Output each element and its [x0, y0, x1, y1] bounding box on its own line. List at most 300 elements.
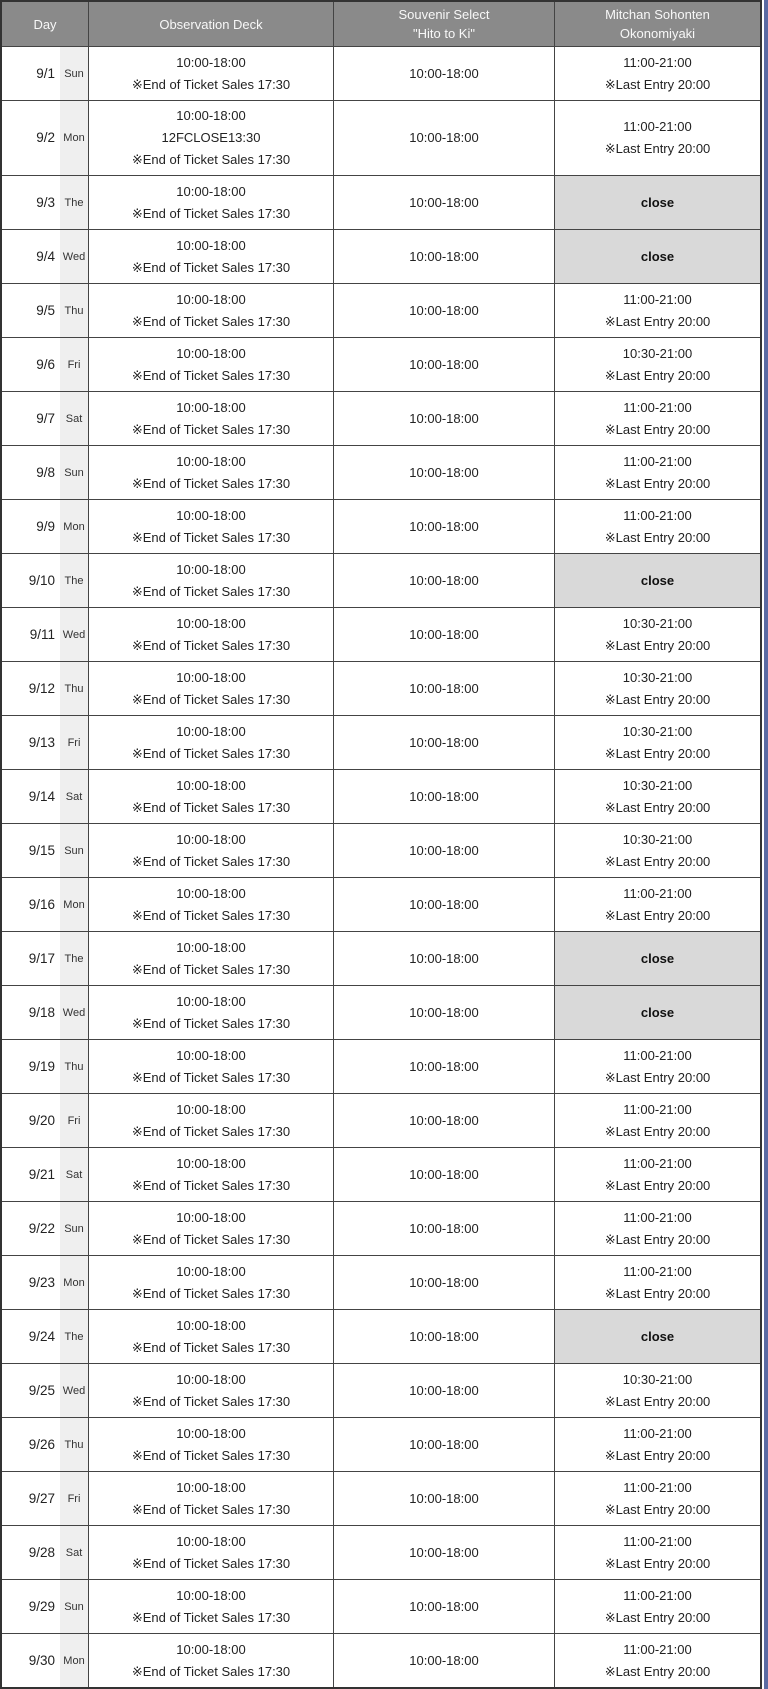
souvenir-header-line2: "Hito to Ki": [413, 26, 475, 41]
day-cell: [2, 770, 88, 823]
close-label: close: [640, 248, 675, 264]
souvenir-hours: 10:00-18:00: [409, 1382, 479, 1398]
okonomiyaki-cell: [554, 1202, 760, 1255]
souvenir-hours: 10:00-18:00: [409, 1436, 479, 1452]
table-row: [2, 1039, 760, 1093]
souvenir-hours: 10:00-18:00: [409, 842, 479, 858]
souvenir-hours: 10:00-18:00: [409, 1220, 479, 1236]
okonomiyaki-note: ※Last Entry 20:00: [604, 1285, 711, 1301]
souvenir-cell: [333, 1472, 554, 1525]
okonomiyaki-cell: [554, 770, 760, 823]
okonomiyaki-cell: [554, 176, 760, 229]
okonomiyaki-note: ※Last Entry 20:00: [604, 637, 711, 653]
observation-deck-cell: [88, 1202, 333, 1255]
date-label: 9/3: [36, 194, 55, 210]
observation-deck-line: ※End of Ticket Sales 17:30: [131, 583, 291, 599]
observation-deck-line: 10:00-18:00: [176, 993, 246, 1009]
souvenir-cell: [333, 1040, 554, 1093]
souvenir-cell: [333, 986, 554, 1039]
observation-deck-cell: [88, 878, 333, 931]
souvenir-cell: [333, 47, 554, 100]
observation-deck-line: 10:00-18:00: [176, 54, 246, 70]
okonomiyaki-hours: 11:00-21:00: [623, 1641, 692, 1657]
souvenir-hours: 10:00-18:00: [409, 896, 479, 912]
date-label: 9/13: [28, 734, 55, 750]
observation-deck-cell: [88, 1094, 333, 1147]
observation-deck-line: ※End of Ticket Sales 17:30: [131, 691, 291, 707]
souvenir-hours: 10:00-18:00: [409, 130, 479, 145]
observation-deck-line: 10:00-18:00: [176, 108, 246, 123]
okonomiyaki-note: ※Last Entry 20:00: [604, 367, 711, 383]
okonomiyaki-cell: [554, 554, 760, 607]
souvenir-hours: 10:00-18:00: [409, 464, 479, 480]
okonomiyaki-note: ※Last Entry 20:00: [604, 1231, 711, 1247]
observation-deck-line: 10:00-18:00: [176, 831, 246, 847]
okonomiyaki-cell: [554, 1040, 760, 1093]
observation-deck-line: 10:00-18:00: [176, 1317, 246, 1333]
okonomiyaki-note: ※Last Entry 20:00: [604, 141, 711, 156]
weekday-label: Thu: [60, 1418, 88, 1471]
column-header-observation-deck: Observation Deck: [88, 2, 333, 46]
observation-deck-line: ※End of Ticket Sales 17:30: [131, 367, 291, 383]
observation-deck-cell: [88, 770, 333, 823]
observation-deck-line: ※End of Ticket Sales 17:30: [131, 205, 291, 221]
okonomiyaki-hours: 10:30-21:00: [622, 669, 693, 685]
okonomiyaki-cell: [554, 1580, 760, 1633]
table-row: [2, 499, 760, 553]
okonomiyaki-cell: [554, 1148, 760, 1201]
day-cell: [2, 932, 88, 985]
okonomiyaki-cell: [554, 1364, 760, 1417]
okonomiyaki-cell: [554, 101, 760, 175]
weekday-label: Fri: [60, 1472, 88, 1525]
observation-deck-line: ※End of Ticket Sales 17:30: [131, 421, 291, 437]
okonomiyaki-cell: [554, 662, 760, 715]
observation-deck-line: ※End of Ticket Sales 17:30: [131, 475, 291, 491]
day-cell: [2, 1526, 88, 1579]
table-row: [2, 1093, 760, 1147]
okonomiyaki-hours: 11:00-21:00: [623, 119, 692, 134]
date-label: 9/16: [28, 896, 55, 912]
okonomiyaki-cell: [554, 1256, 760, 1309]
observation-deck-cell: [88, 716, 333, 769]
weekday-label: Fri: [60, 716, 88, 769]
observation-deck-cell: [88, 392, 333, 445]
souvenir-hours: 10:00-18:00: [409, 302, 479, 318]
weekday-label: Sun: [60, 47, 88, 100]
date-label: 9/18: [28, 1004, 55, 1020]
observation-deck-cell: [88, 1418, 333, 1471]
souvenir-hours: 10:00-18:00: [409, 65, 479, 81]
table-body: [2, 46, 760, 1687]
okonomiyaki-cell: [554, 1634, 760, 1687]
souvenir-cell: [333, 338, 554, 391]
souvenir-cell: [333, 1256, 554, 1309]
day-cell: [2, 1364, 88, 1417]
observation-deck-line: 10:00-18:00: [176, 399, 246, 415]
souvenir-cell: [333, 101, 554, 175]
okonomiyaki-cell: [554, 1472, 760, 1525]
souvenir-header-line1: Souvenir Select: [398, 7, 490, 22]
observation-deck-cell: [88, 662, 333, 715]
date-label: 9/24: [28, 1328, 55, 1344]
observation-deck-line: ※End of Ticket Sales 17:30: [131, 745, 291, 761]
souvenir-cell: [333, 446, 554, 499]
okonomiyaki-cell: [554, 284, 760, 337]
souvenir-cell: [333, 176, 554, 229]
okonomiyaki-cell: [554, 1310, 760, 1363]
observation-deck-cell: [88, 554, 333, 607]
okonomiyaki-note: ※Last Entry 20:00: [604, 475, 711, 491]
date-label: 9/12: [28, 680, 55, 696]
observation-deck-line: 10:00-18:00: [176, 1479, 246, 1495]
table-row: [2, 715, 760, 769]
okonomiyaki-cell: [554, 608, 760, 661]
okonomiyaki-cell: [554, 230, 760, 283]
observation-deck-line: 10:00-18:00: [176, 669, 246, 685]
table-row: [2, 769, 760, 823]
observation-deck-line: 10:00-18:00: [176, 561, 246, 577]
okonomiyaki-hours: 10:30-21:00: [622, 615, 693, 631]
close-label: close: [640, 950, 675, 966]
day-cell: [2, 1418, 88, 1471]
okonomiyaki-note: ※Last Entry 20:00: [604, 313, 711, 329]
okonomiyaki-cell: [554, 1526, 760, 1579]
observation-deck-line: 10:00-18:00: [176, 1587, 246, 1603]
okonomiyaki-note: ※Last Entry 20:00: [604, 1177, 711, 1193]
souvenir-hours: 10:00-18:00: [409, 410, 479, 426]
table-row: [2, 1579, 760, 1633]
table-row: [2, 985, 760, 1039]
souvenir-hours: 10:00-18:00: [409, 1112, 479, 1128]
day-cell: [2, 1094, 88, 1147]
souvenir-cell: [333, 1364, 554, 1417]
observation-deck-line: ※End of Ticket Sales 17:30: [131, 1393, 291, 1409]
souvenir-cell: [333, 554, 554, 607]
okonomiyaki-hours: 11:00-21:00: [623, 1479, 692, 1495]
date-label: 9/22: [28, 1220, 55, 1236]
table-row: [2, 1255, 760, 1309]
date-label: 9/17: [28, 950, 55, 966]
souvenir-hours: 10:00-18:00: [409, 950, 479, 966]
souvenir-hours: 10:00-18:00: [409, 1166, 479, 1182]
table-row: [2, 607, 760, 661]
okonomiyaki-note: ※Last Entry 20:00: [604, 1069, 711, 1085]
souvenir-cell: [333, 284, 554, 337]
observation-deck-cell: [88, 1526, 333, 1579]
observation-deck-line: 10:00-18:00: [176, 1263, 246, 1279]
date-label: 9/2: [36, 130, 55, 145]
close-label: close: [640, 194, 675, 210]
weekday-label: Thu: [60, 662, 88, 715]
observation-deck-cell: [88, 446, 333, 499]
observation-deck-line: 12FCLOSE13:30: [161, 130, 261, 145]
table-row: [2, 1633, 760, 1687]
souvenir-hours: 10:00-18:00: [409, 1544, 479, 1560]
table-row: [2, 1309, 760, 1363]
souvenir-hours: 10:00-18:00: [409, 1652, 479, 1668]
okonomiyaki-cell: [554, 986, 760, 1039]
okonomiyaki-note: ※Last Entry 20:00: [604, 1393, 711, 1409]
okonomiyaki-hours: 11:00-21:00: [623, 1425, 692, 1441]
observation-deck-line: ※End of Ticket Sales 17:30: [131, 1447, 291, 1463]
observation-deck-cell: [88, 1634, 333, 1687]
souvenir-cell: [333, 608, 554, 661]
souvenir-cell: [333, 392, 554, 445]
okonomiyaki-note: ※Last Entry 20:00: [604, 1447, 711, 1463]
table-row: [2, 1147, 760, 1201]
okonomiyaki-cell: [554, 1094, 760, 1147]
observation-deck-line: 10:00-18:00: [176, 885, 246, 901]
column-header-day: Day: [33, 16, 57, 32]
weekday-label: Wed: [60, 1364, 88, 1417]
day-cell: [2, 1472, 88, 1525]
weekday-label: Mon: [60, 1256, 88, 1309]
okonomiyaki-note: ※Last Entry 20:00: [604, 799, 711, 815]
souvenir-hours: 10:00-18:00: [409, 1004, 479, 1020]
observation-deck-cell: [88, 284, 333, 337]
observation-deck-cell: [88, 176, 333, 229]
day-cell: [2, 1202, 88, 1255]
observation-deck-line: 10:00-18:00: [176, 291, 246, 307]
souvenir-hours: 10:00-18:00: [409, 1598, 479, 1614]
table-row: [2, 931, 760, 985]
date-label: 9/20: [28, 1112, 55, 1128]
date-label: 9/7: [36, 410, 55, 426]
souvenir-cell: [333, 1526, 554, 1579]
observation-deck-line: ※End of Ticket Sales 17:30: [131, 1663, 291, 1679]
observation-deck-cell: [88, 1040, 333, 1093]
date-label: 9/15: [28, 842, 55, 858]
souvenir-hours: 10:00-18:00: [409, 680, 479, 696]
table-row: [2, 283, 760, 337]
observation-deck-cell: [88, 338, 333, 391]
table-row: [2, 553, 760, 607]
observation-deck-cell: [88, 1580, 333, 1633]
table-row: [2, 877, 760, 931]
weekday-label: Wed: [60, 230, 88, 283]
weekday-label: Sun: [60, 824, 88, 877]
day-cell: [2, 878, 88, 931]
okonomiyaki-cell: [554, 446, 760, 499]
okonomiyaki-hours: 11:00-21:00: [623, 54, 692, 70]
weekday-label: Sat: [60, 392, 88, 445]
okonomiyaki-cell: [554, 1418, 760, 1471]
observation-deck-line: 10:00-18:00: [176, 507, 246, 523]
day-cell: [2, 1310, 88, 1363]
okonomiyaki-note: ※Last Entry 20:00: [604, 1609, 711, 1625]
observation-deck-line: ※End of Ticket Sales 17:30: [131, 76, 291, 92]
observation-deck-line: 10:00-18:00: [176, 1209, 246, 1225]
observation-deck-cell: [88, 1364, 333, 1417]
weekday-label: Wed: [60, 986, 88, 1039]
date-label: 9/23: [28, 1274, 55, 1290]
observation-deck-line: ※End of Ticket Sales 17:30: [131, 1285, 291, 1301]
okonomiyaki-note: ※Last Entry 20:00: [604, 853, 711, 869]
weekday-label: Mon: [60, 1634, 88, 1687]
souvenir-hours: 10:00-18:00: [409, 734, 479, 750]
observation-deck-cell: [88, 1148, 333, 1201]
day-cell: [2, 716, 88, 769]
observation-deck-line: ※End of Ticket Sales 17:30: [131, 1015, 291, 1031]
souvenir-hours: 10:00-18:00: [409, 788, 479, 804]
okonomiyaki-hours: 11:00-21:00: [623, 1587, 692, 1603]
okonomiyaki-cell: [554, 500, 760, 553]
day-cell: [2, 662, 88, 715]
observation-deck-cell: [88, 230, 333, 283]
okonomiyaki-cell: [554, 47, 760, 100]
page-right-edge: [764, 0, 768, 1689]
souvenir-cell: [333, 716, 554, 769]
okonomiyaki-note: ※Last Entry 20:00: [604, 1501, 711, 1517]
table-row: [2, 1471, 760, 1525]
observation-deck-line: 10:00-18:00: [176, 1155, 246, 1171]
souvenir-hours: 10:00-18:00: [409, 1274, 479, 1290]
souvenir-hours: 10:00-18:00: [409, 248, 479, 264]
okonomiyaki-hours: 11:00-21:00: [623, 453, 692, 469]
observation-deck-cell: [88, 1256, 333, 1309]
okonomiyaki-hours: 11:00-21:00: [623, 1101, 692, 1117]
observation-deck-cell: [88, 824, 333, 877]
okonomiyaki-hours: 10:30-21:00: [622, 777, 693, 793]
weekday-label: Sun: [60, 446, 88, 499]
table-header-row: [2, 2, 760, 46]
weekday-label: Sat: [60, 770, 88, 823]
okonomiyaki-note: ※Last Entry 20:00: [604, 1663, 711, 1679]
observation-deck-line: ※End of Ticket Sales 17:30: [131, 1069, 291, 1085]
day-cell: [2, 230, 88, 283]
day-cell: [2, 1148, 88, 1201]
weekday-label: Mon: [60, 101, 88, 175]
table-row: [2, 1525, 760, 1579]
day-cell: [2, 1580, 88, 1633]
table-row: [2, 391, 760, 445]
okonomiyaki-cell: [554, 878, 760, 931]
table-row: [2, 445, 760, 499]
observation-deck-line: 10:00-18:00: [176, 1425, 246, 1441]
observation-deck-line: 10:00-18:00: [176, 237, 246, 253]
observation-deck-line: 10:00-18:00: [176, 1047, 246, 1063]
souvenir-cell: [333, 932, 554, 985]
table-row: [2, 46, 760, 100]
okonomiyaki-header-line2: Okonomiyaki: [619, 26, 696, 41]
observation-deck-line: ※End of Ticket Sales 17:30: [131, 799, 291, 815]
close-label: close: [640, 572, 675, 588]
day-cell: [2, 338, 88, 391]
observation-deck-line: 10:00-18:00: [176, 939, 246, 955]
observation-deck-line: ※End of Ticket Sales 17:30: [131, 1501, 291, 1517]
okonomiyaki-hours: 11:00-21:00: [623, 399, 692, 415]
souvenir-cell: [333, 1634, 554, 1687]
souvenir-cell: [333, 500, 554, 553]
observation-deck-line: ※End of Ticket Sales 17:30: [131, 637, 291, 653]
souvenir-cell: [333, 662, 554, 715]
okonomiyaki-hours: 10:30-21:00: [622, 831, 693, 847]
table-row: [2, 823, 760, 877]
observation-deck-line: 10:00-18:00: [176, 615, 246, 631]
okonomiyaki-note: ※Last Entry 20:00: [604, 76, 711, 92]
souvenir-cell: [333, 1148, 554, 1201]
weekday-label: Fri: [60, 338, 88, 391]
souvenir-hours: 10:00-18:00: [409, 572, 479, 588]
okonomiyaki-hours: 11:00-21:00: [623, 1155, 692, 1171]
date-label: 9/9: [36, 518, 55, 534]
weekday-label: Sun: [60, 1580, 88, 1633]
souvenir-cell: [333, 1202, 554, 1255]
okonomiyaki-hours: 11:00-21:00: [623, 1047, 692, 1063]
weekday-label: Fri: [60, 1094, 88, 1147]
weekday-label: The: [60, 932, 88, 985]
observation-deck-line: ※End of Ticket Sales 17:30: [131, 853, 291, 869]
observation-deck-line: ※End of Ticket Sales 17:30: [131, 529, 291, 545]
observation-deck-cell: [88, 986, 333, 1039]
date-label: 9/30: [28, 1652, 55, 1668]
observation-deck-line: ※End of Ticket Sales 17:30: [131, 1339, 291, 1355]
weekday-label: Sun: [60, 1202, 88, 1255]
date-label: 9/5: [36, 302, 55, 318]
day-cell: [2, 1040, 88, 1093]
okonomiyaki-header-line1: Mitchan Sohonten: [605, 7, 710, 22]
table-row: [2, 661, 760, 715]
day-cell: [2, 392, 88, 445]
souvenir-cell: [333, 1094, 554, 1147]
close-label: close: [640, 1328, 675, 1344]
observation-deck-line: ※End of Ticket Sales 17:30: [131, 313, 291, 329]
date-label: 9/10: [28, 572, 55, 588]
okonomiyaki-cell: [554, 392, 760, 445]
okonomiyaki-cell: [554, 338, 760, 391]
weekday-label: Thu: [60, 284, 88, 337]
date-label: 9/19: [28, 1058, 55, 1074]
date-label: 9/11: [29, 626, 55, 642]
date-label: 9/21: [28, 1166, 55, 1182]
observation-deck-cell: [88, 101, 333, 175]
column-header-okonomiyaki: [554, 2, 760, 46]
table-row: [2, 100, 760, 175]
okonomiyaki-note: ※Last Entry 20:00: [604, 421, 711, 437]
date-label: 9/8: [36, 464, 55, 480]
date-label: 9/27: [28, 1490, 55, 1506]
day-cell: [2, 284, 88, 337]
day-cell: [2, 554, 88, 607]
day-cell: [2, 986, 88, 1039]
souvenir-hours: 10:00-18:00: [409, 1328, 479, 1344]
okonomiyaki-hours: 11:00-21:00: [623, 1263, 692, 1279]
observation-deck-line: ※End of Ticket Sales 17:30: [131, 1609, 291, 1625]
observation-deck-line: ※End of Ticket Sales 17:30: [131, 152, 291, 167]
table-row: [2, 337, 760, 391]
observation-deck-cell: [88, 1310, 333, 1363]
okonomiyaki-note: ※Last Entry 20:00: [604, 907, 711, 923]
okonomiyaki-note: ※Last Entry 20:00: [604, 1123, 711, 1139]
okonomiyaki-hours: 10:30-21:00: [622, 1371, 693, 1387]
day-cell: [2, 1634, 88, 1687]
observation-deck-line: 10:00-18:00: [176, 1101, 246, 1117]
okonomiyaki-note: ※Last Entry 20:00: [604, 1555, 711, 1571]
observation-deck-cell: [88, 1472, 333, 1525]
weekday-label: The: [60, 1310, 88, 1363]
day-cell: [2, 824, 88, 877]
date-label: 9/6: [36, 356, 55, 372]
observation-deck-cell: [88, 500, 333, 553]
okonomiyaki-note: ※Last Entry 20:00: [604, 529, 711, 545]
observation-deck-line: ※End of Ticket Sales 17:30: [131, 907, 291, 923]
okonomiyaki-hours: 10:30-21:00: [622, 723, 693, 739]
souvenir-hours: 10:00-18:00: [409, 1058, 479, 1074]
observation-deck-line: 10:00-18:00: [176, 1533, 246, 1549]
weekday-label: Wed: [60, 608, 88, 661]
souvenir-cell: [333, 878, 554, 931]
